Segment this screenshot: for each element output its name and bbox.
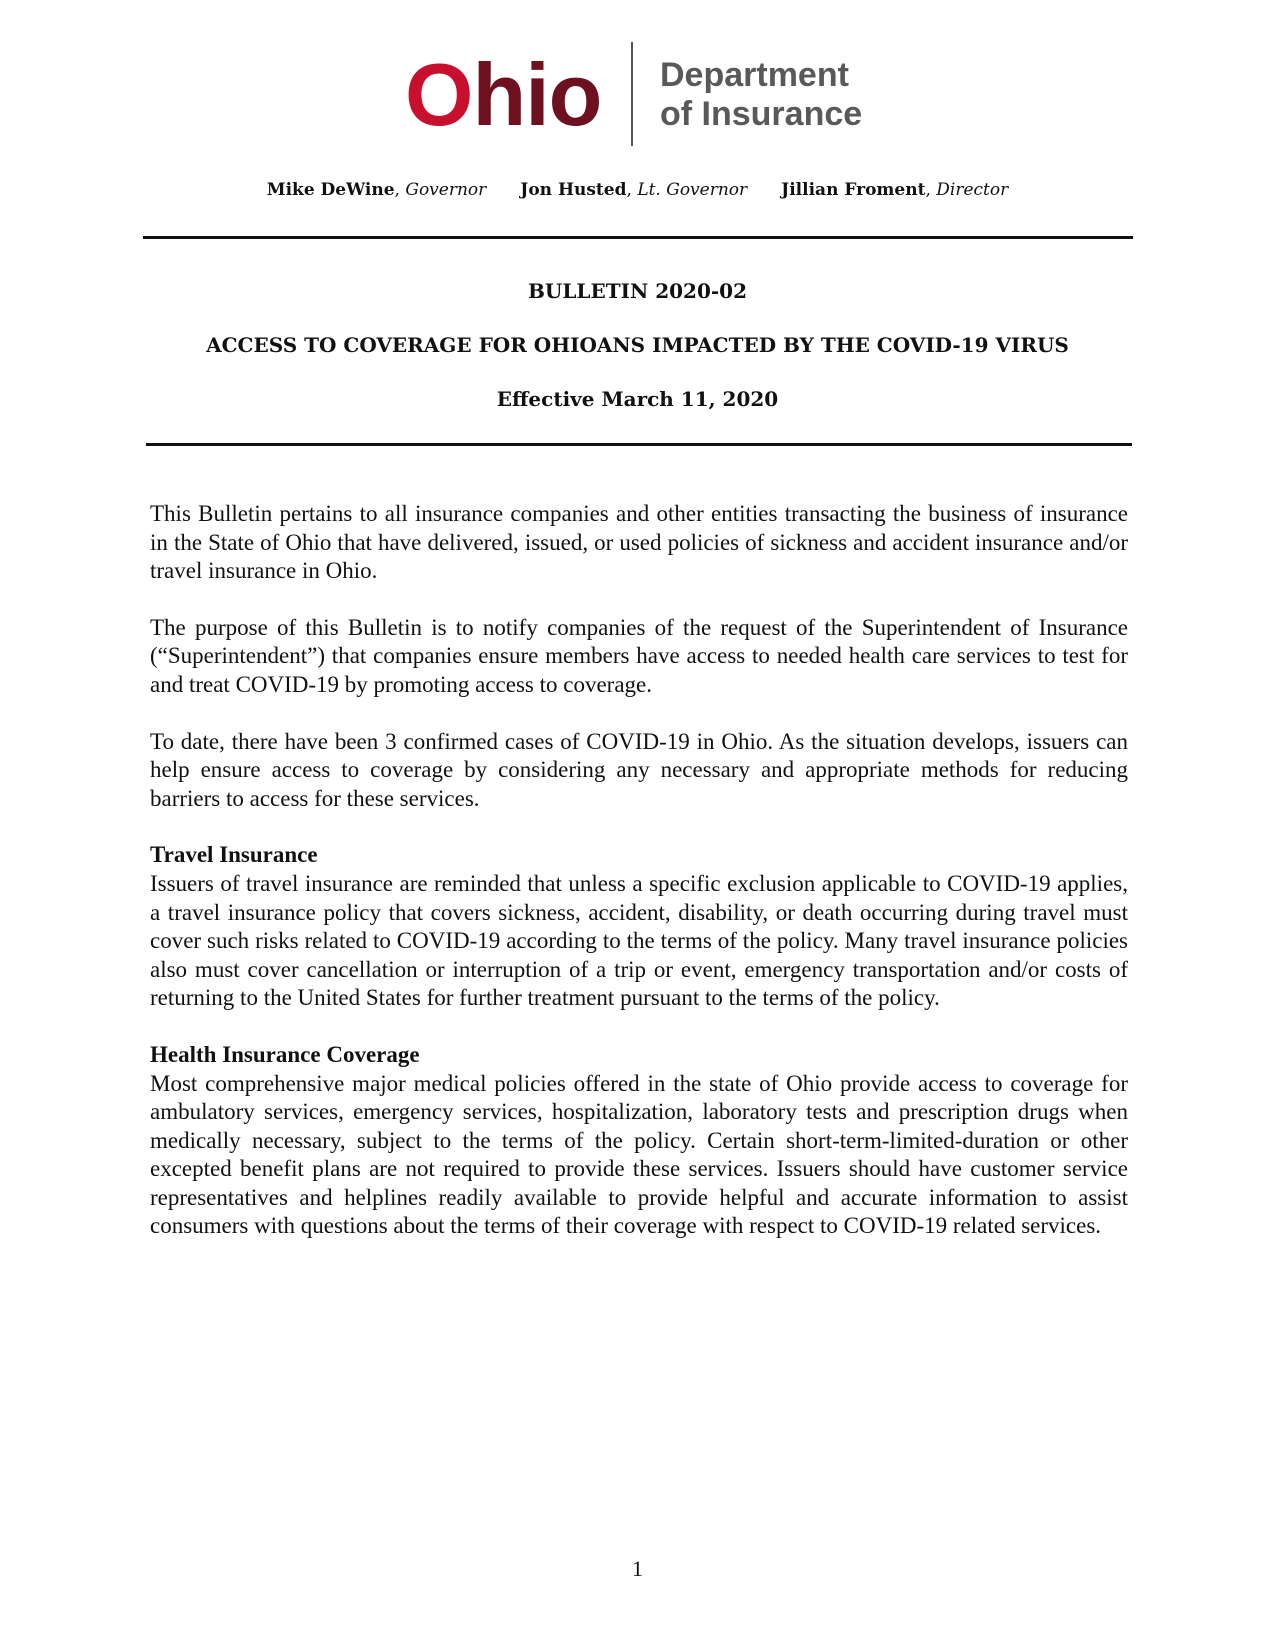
bulletin-effective-date: Effective March 11, 2020 [496,387,779,411]
paragraph-health-insurance: Most comprehensive major medical policies offered in the state of Ohio provide access to coverage for ambulatory services, emergency services, hospitalization, laboratory tests and prescription drugs when medically necessary, subject to the terms of the policy. Certain short-term-limited-duration or other excepted benefit plans are not required to provide these services. Issuers should have customer service representatives and helplines readily available to provide helpful and accurate information to assist consumers with questions about the terms of their coverage with respect to COVID-19 related services. [150,1070,1128,1239]
paragraph-travel-insurance: Issuers of travel insurance are reminded that unless a specific exclusion applicable to COVID-19 applies, a travel insurance policy that covers sickness, accident, disability, or death occurring during travel must cover such risks related to COVID-19 according to the terms of the policy. Many travel insurance policies also must cover cancellation or interruption of a trip or event, emergency transportation and/or costs of returning to the United States for further treatment pursuant to the terms of the policy. [150,870,1128,1011]
logo-department-line1: Department [660,56,849,94]
bulletin-body [150,500,1128,1269]
bulletin-number: BULLETIN 2020-02 [528,279,747,303]
logo-ohio-wordmark: Ohio [405,45,602,144]
ohio-department-of-insurance-logo [0,38,1275,148]
logo-department-line2: of Insurance [660,95,863,133]
header-rule-bottom [146,443,1132,446]
bulletin-title: ACCESS TO COVERAGE FOR OHIOANS IMPACTED BY THE COVID-19 VIRUS [206,333,1069,357]
official-director: Jillian Froment, Director [781,180,1009,200]
officials-line [0,180,1275,200]
paragraph-status: To date, there have been 3 confirmed cases of COVID-19 in Ohio. As the situation develops, issuers can help ensure access to coverage by considering any necessary and appropriate methods for reducing barriers to access for these services. [150,728,1128,811]
logo-department-name [660,56,862,134]
paragraph-scope: This Bulletin pertains to all insurance companies and other entities transacting the business of insurance in the State of Ohio that have delivered, issued, or used policies of sickness and accident insurance and/or travel insurance in Ohio. [150,501,1128,584]
logo-divider [631,42,633,146]
header-rule-top [143,236,1133,239]
official-governor: Mike DeWine, Governor [266,180,487,200]
paragraph-purpose: The purpose of this Bulletin is to notify companies of the request of the Superintendent of Insurance (“Superintendent”) that companies ensure members have access to needed health care services to test for and treat COVID-19 by promoting access to coverage. [150,614,1128,697]
section-heading-health-insurance: Health Insurance Coverage [150,1041,420,1067]
section-heading-travel-insurance: Travel Insurance [150,842,318,868]
page-number: 1 [632,1556,643,1581]
official-lt-governor: Jon Husted, Lt. Governor [520,180,748,200]
